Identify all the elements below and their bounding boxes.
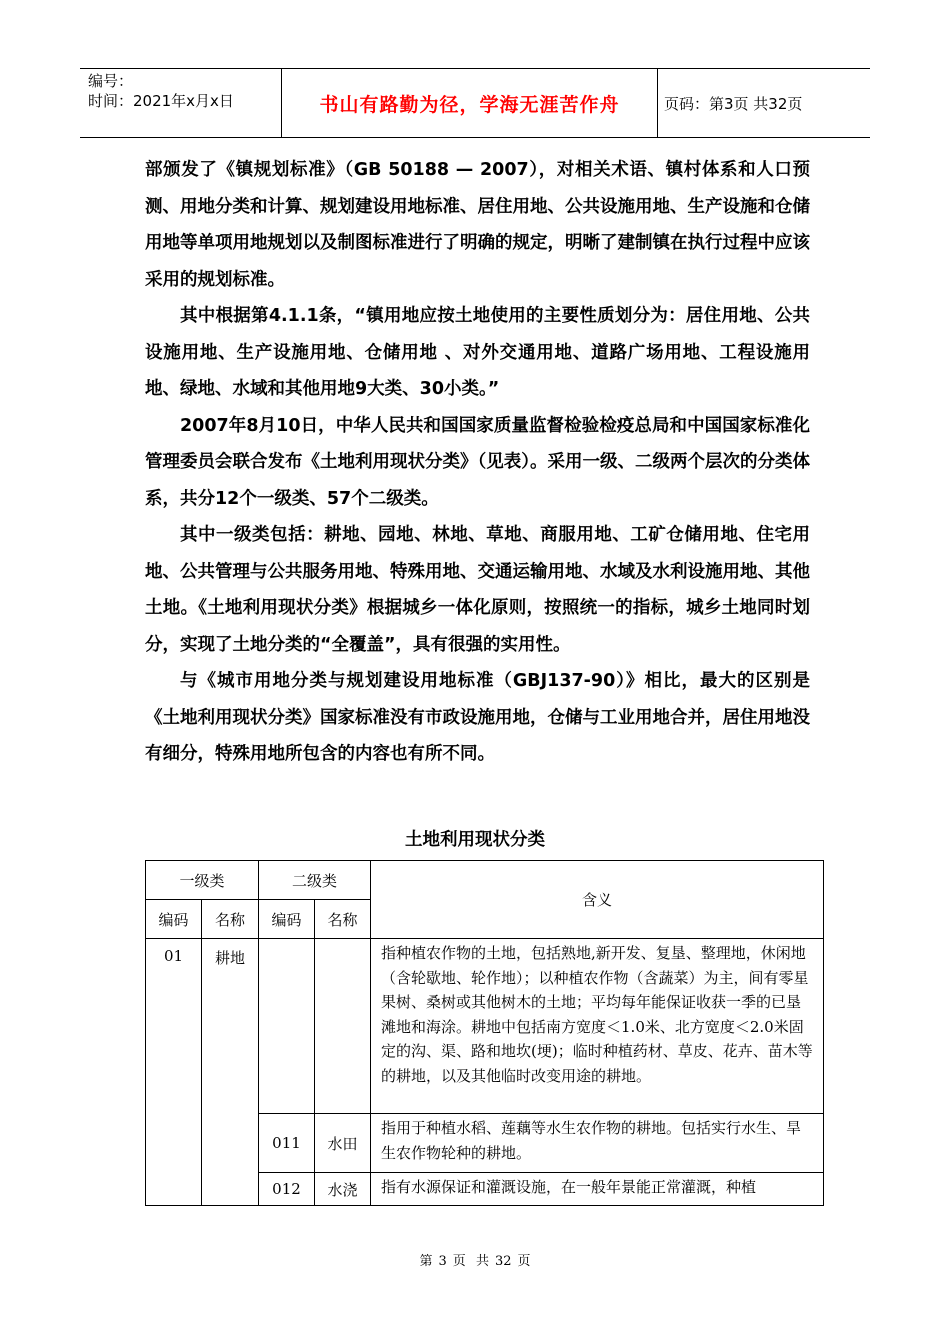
paragraph: 与《城市用地分类与规划建设用地标准（GBJ137-90）》相比，最大的区别是《土地利用现状分类》国家标准没有市政设施用地，仓储与工业用地合并，居住用地没有细分，特殊用地所包含的内容也有所不同。 — [145, 671, 810, 764]
footer-page-number: 3 — [438, 1254, 447, 1269]
footer-ye2: 页 — [517, 1254, 531, 1269]
time-label: 时间：2021年x月x日 — [88, 92, 234, 110]
l2-name-empty — [315, 939, 371, 1114]
header-page-info: 页码：第3页 共32页 — [664, 94, 803, 113]
footer-total-pages: 32 — [494, 1254, 512, 1269]
level1-header: 一级类 — [146, 861, 259, 900]
header-motto: 书山有路勤为径，学海无涯苦作舟 — [282, 69, 658, 137]
l2-code: 012 — [259, 1173, 315, 1206]
l2-code: 011 — [259, 1114, 315, 1173]
page-header — [80, 68, 870, 138]
code-header: 编码 — [259, 900, 315, 939]
paragraph: 部颁发了《镇规划标准》（GB 50188 — 2007），对相关术语、镇村体系和人口预测、用地分类和计算、规划建设用地标准、居住用地、公共设施用地、生产设施和仓储用地等单项用地规划以及制图标准进行了明确的规定，明晰了建制镇在执行过程中应该采用的规划标准。 — [145, 160, 810, 290]
code-header: 编码 — [146, 900, 202, 939]
paragraph: 其中根据第4.1.1条，“镇用地应按土地使用的主要性质划分为：居住用地、公共设施用地、生产设施用地、仓储用地 、对外交通用地、道路广场用地、工程设施用地、绿地、水域和其他用地9大类、30小类。” — [145, 306, 810, 399]
header-meta — [80, 69, 282, 137]
l1-name: 耕地 — [202, 939, 259, 1206]
row-desc: 指种植农作物的土地，包括熟地,新开发、复垦、整理地，休闲地（含轮歇地、轮作地）；以种植农作物（含蔬菜）为主，间有零星果树、桑树或其他树木的土地；平均每年能保证收获一季的已垦滩地和海涂。耕地中包括南方宽度＜1.0米、北方宽度＜2.0米固定的沟、渠、路和地坎(埂)；临时种植药材、草皮、花卉、苗木等的耕地，以及其他临时改变用途的耕地。 — [371, 939, 824, 1114]
document-body — [145, 152, 810, 773]
paragraph: 2007年8月10日，中华人民共和国国家质量监督检验检疫总局和中国国家标准化管理委员会联合发布《土地利用现状分类》（见表）。采用一级、二级两个层次的分类体系，共分12个一级类、57个二级类。 — [145, 415, 810, 509]
l2-code-empty — [259, 939, 315, 1114]
name-header: 名称 — [315, 900, 371, 939]
table-title: 土地利用现状分类 — [405, 830, 545, 850]
number-label: 编号： — [88, 72, 134, 90]
l1-code: 01 — [146, 939, 202, 1206]
footer-ye: 页 — [452, 1254, 466, 1269]
row-desc: 指有水源保证和灌溉设施，在一般年景能正常灌溉，种植 — [371, 1173, 824, 1206]
name-header: 名称 — [202, 900, 259, 939]
l2-name: 水田 — [315, 1114, 371, 1173]
footer-gong: 共 — [475, 1254, 489, 1269]
meaning-header: 含义 — [371, 861, 824, 939]
table-header-row — [146, 861, 824, 900]
footer-di: 第 — [419, 1254, 433, 1269]
level2-header: 二级类 — [259, 861, 371, 900]
table-row — [146, 939, 824, 1114]
paragraph: 其中一级类包括：耕地、园地、林地、草地、商服用地、工矿仓储用地、住宅用地、公共管理与公共服务用地、特殊用地、交通运输用地、水域及水利设施用地、其他土地。《土地利用现状分类》根据城乡一体化原则，按照统一的指标，城乡土地同时划分，实现了土地分类的“全覆盖”，具有很强的实用性。 — [145, 525, 810, 655]
l2-name: 水浇 — [315, 1173, 371, 1206]
page-footer — [0, 1250, 950, 1269]
land-use-table — [145, 860, 824, 1206]
row-desc: 指用于种植水稻、莲藕等水生农作物的耕地。包括实行水生、旱生农作物轮种的耕地。 — [371, 1114, 824, 1173]
